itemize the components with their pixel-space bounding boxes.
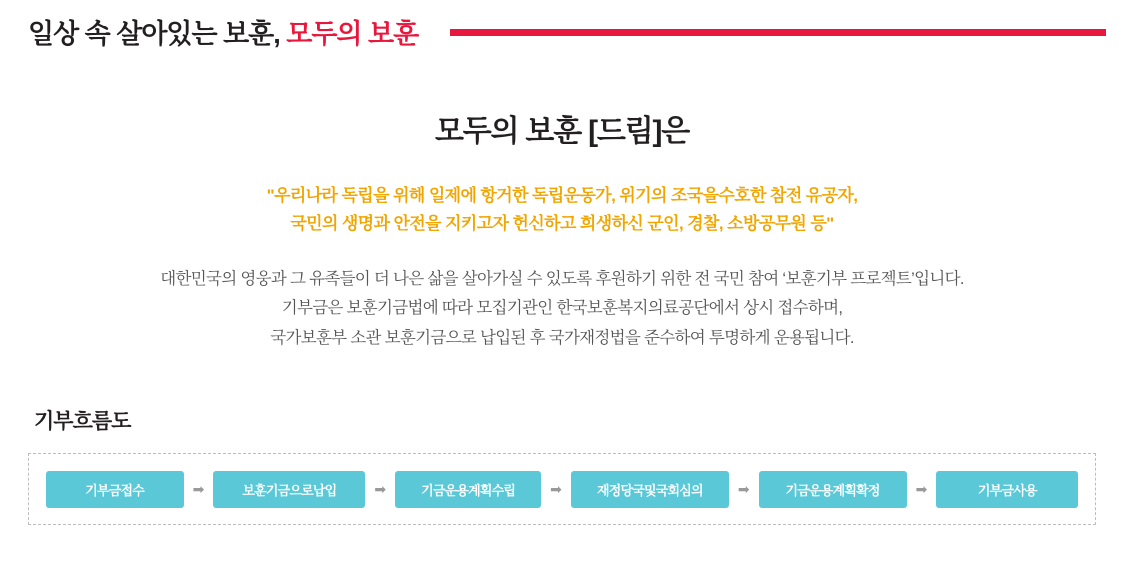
intro-desc-line-3: 국가보훈부 소관 보훈기금으로 납입된 후 국가재정법을 준수하여 투명하게 운용됩니다. <box>270 328 854 347</box>
page-banner <box>0 0 1124 49</box>
flow-arrow-icon: ➡ <box>374 481 387 498</box>
flow-track <box>46 471 1079 508</box>
flow-step: 기금운용계획확정 <box>759 471 907 508</box>
flow-section-heading: 기부흐름도 <box>34 410 131 434</box>
flow-diagram <box>28 453 1096 525</box>
flow-step: 기부금사용 <box>936 471 1078 508</box>
flow-arrow-icon: ➡ <box>915 481 928 498</box>
intro-desc-line-2: 기부금은 보훈기금법에 따라 모집기관인 한국보훈복지의료공단에서 상시 접수하며, <box>281 299 843 318</box>
flow-arrow-icon: ➡ <box>737 481 750 498</box>
banner-title <box>28 12 418 51</box>
banner-title-accent: 모두의 보훈 <box>286 18 419 49</box>
intro-desc-line-1: 대한민국의 영웅과 그 유족들이 더 나은 삶을 살아가실 수 있도록 후원하기 위한 전 국민 참여 ‘보훈기부 프로젝트’입니다. <box>160 270 964 289</box>
intro-quote-line-2: 국민의 생명과 안전을 지키고자 헌신하고 희생하신 군인, 경찰, 소방공무원 등" <box>290 213 834 233</box>
page-title: 모두의 보훈 [드림]은 <box>434 115 690 148</box>
flow-step: 기부금접수 <box>46 471 184 508</box>
intro-description <box>0 265 1124 353</box>
flow-step: 재정당국및국회심의 <box>571 471 729 508</box>
flow-step: 보훈기금으로납입 <box>213 471 365 508</box>
flow-arrow-icon: ➡ <box>550 481 562 498</box>
flow-step: 기금운용계획수립 <box>395 471 541 508</box>
intro-quote-line-1: "우리나라 독립을 위해 일제에 항거한 독립운동가, 위기의 조국을수호한 참전 유공자, <box>266 186 858 205</box>
banner-rule <box>450 29 1106 36</box>
flow-arrow-icon: ➡ <box>192 481 205 498</box>
intro-section <box>0 106 1124 353</box>
banner-title-plain: 일상 속 살아있는 보훈, <box>28 18 287 49</box>
intro-quote <box>0 182 1124 237</box>
